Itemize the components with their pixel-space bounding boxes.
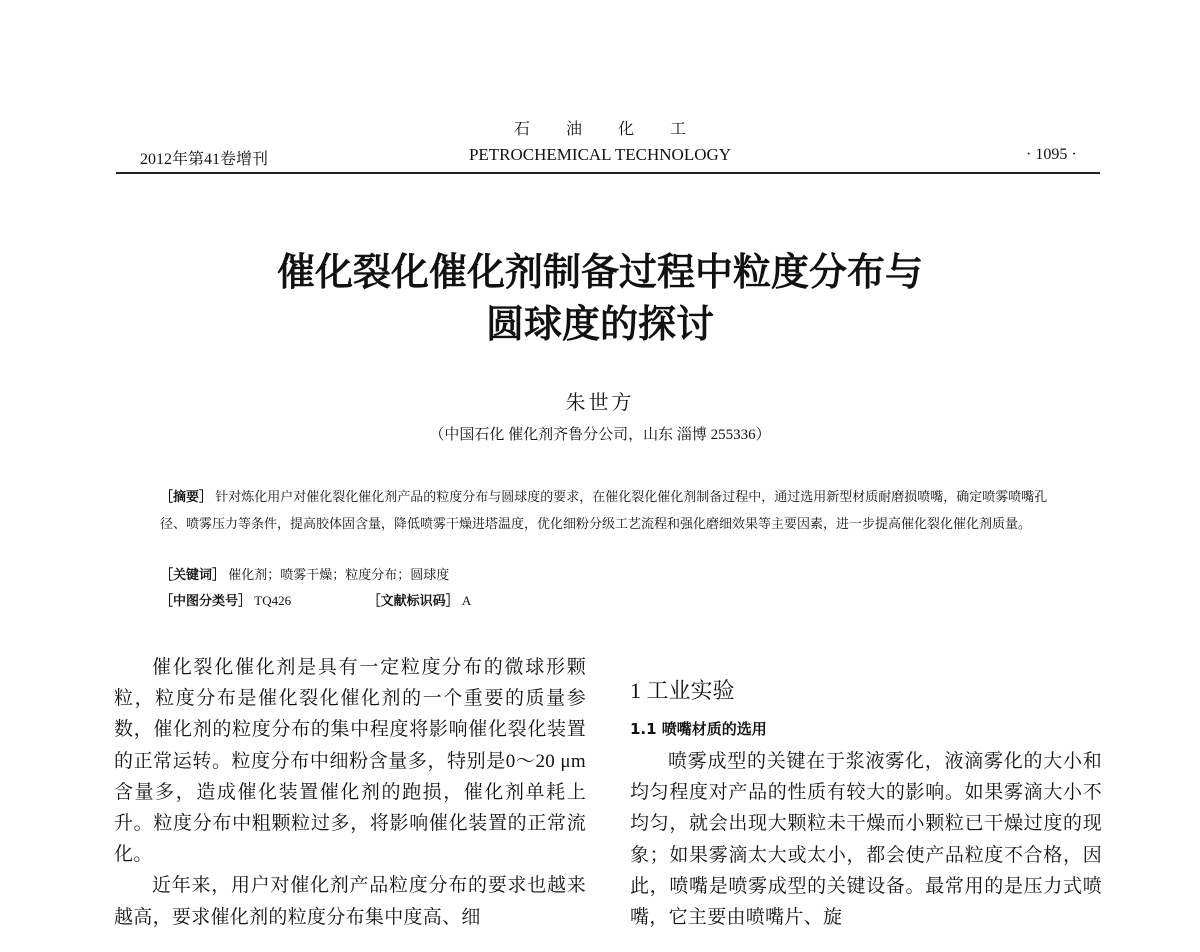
journal-name-en: PETROCHEMICAL TECHNOLOGY [468,145,732,164]
paragraph: 近年来，用户对催化剂产品粒度分布的要求也越来越高，要求催化剂的粒度分布集中度高、细 [114,875,586,928]
classification-line [160,588,1060,615]
article-title [0,246,1200,350]
title-line-1: 催化裂化催化剂制备过程中粒度分布与 [276,250,923,294]
doc-code-value: A [461,593,472,608]
clc-value: TQ426 [254,593,292,608]
author-affiliation: （中国石化 催化剂齐鲁分公司，山东 淄博 255336） [429,427,771,443]
paragraph: 催化裂化催化剂是具有一定粒度分布的微球形颗粒，粒度分布是催化裂化催化剂的一个重要的质量参数，催化剂的粒度分布的集中程度将影响催化裂化装置的正常运转。粒度分布中细粉含量多，特别是0～20 μm含量多，造成催化装置催化剂的跑损，催化剂单耗上升。粒度分布中粗颗粒过多，将影响催化装置的正常流化。 [114,657,586,866]
section-heading: 1 工业实验 [630,678,735,703]
subsection-heading: 1.1 喷嘴材质的选用 [630,720,767,738]
title-line-2: 圆球度的探讨 [485,302,714,346]
abstract-label: ［摘要］ [160,490,213,505]
clc-label: ［中图分类号］ [160,594,252,609]
header-rule [116,172,1100,174]
author-name: 朱世方 [565,392,635,414]
body-column-right [630,672,1102,933]
body-column-left [114,652,586,933]
abstract [160,484,1060,537]
page-number: · 1095 · [1026,146,1077,163]
journal-name-cn: 石油化工 [513,121,722,138]
issue-info: 2012年第41卷增刊 [140,151,269,168]
abstract-text: 针对炼化用户对催化裂化催化剂产品的粒度分布与圆球度的要求，在催化裂化催化剂制备过程中，通过选用新型材质耐磨损喷嘴，确定喷雾喷嘴孔径、喷雾压力等条件，提高胶体固含量，降低喷雾干燥进塔温度，优化细粉分级工艺流程和强化磨细效果等主要因素，进一步提高催化裂化催化剂质量。 [160,489,1048,531]
keywords-label: ［关键词］ [160,568,226,583]
doc-code-label: ［文献标识码］ [367,594,459,609]
paragraph: 喷雾成型的关键在于浆液雾化，液滴雾化的大小和均匀程度对产品的性质有较大的影响。如果雾滴大小不均匀，就会出现大颗粒未干燥而小颗粒已干燥过度的现象；如果雾滴太大或太小，都会使产品粒度不合格，因此，喷嘴是喷雾成型的关键设备。最常用的是压力式喷嘴，它主要由喷嘴片、旋 [630,751,1102,929]
keywords-text: 催化剂；喷雾干燥；粒度分布；圆球度 [228,567,450,582]
keywords [160,562,1060,589]
